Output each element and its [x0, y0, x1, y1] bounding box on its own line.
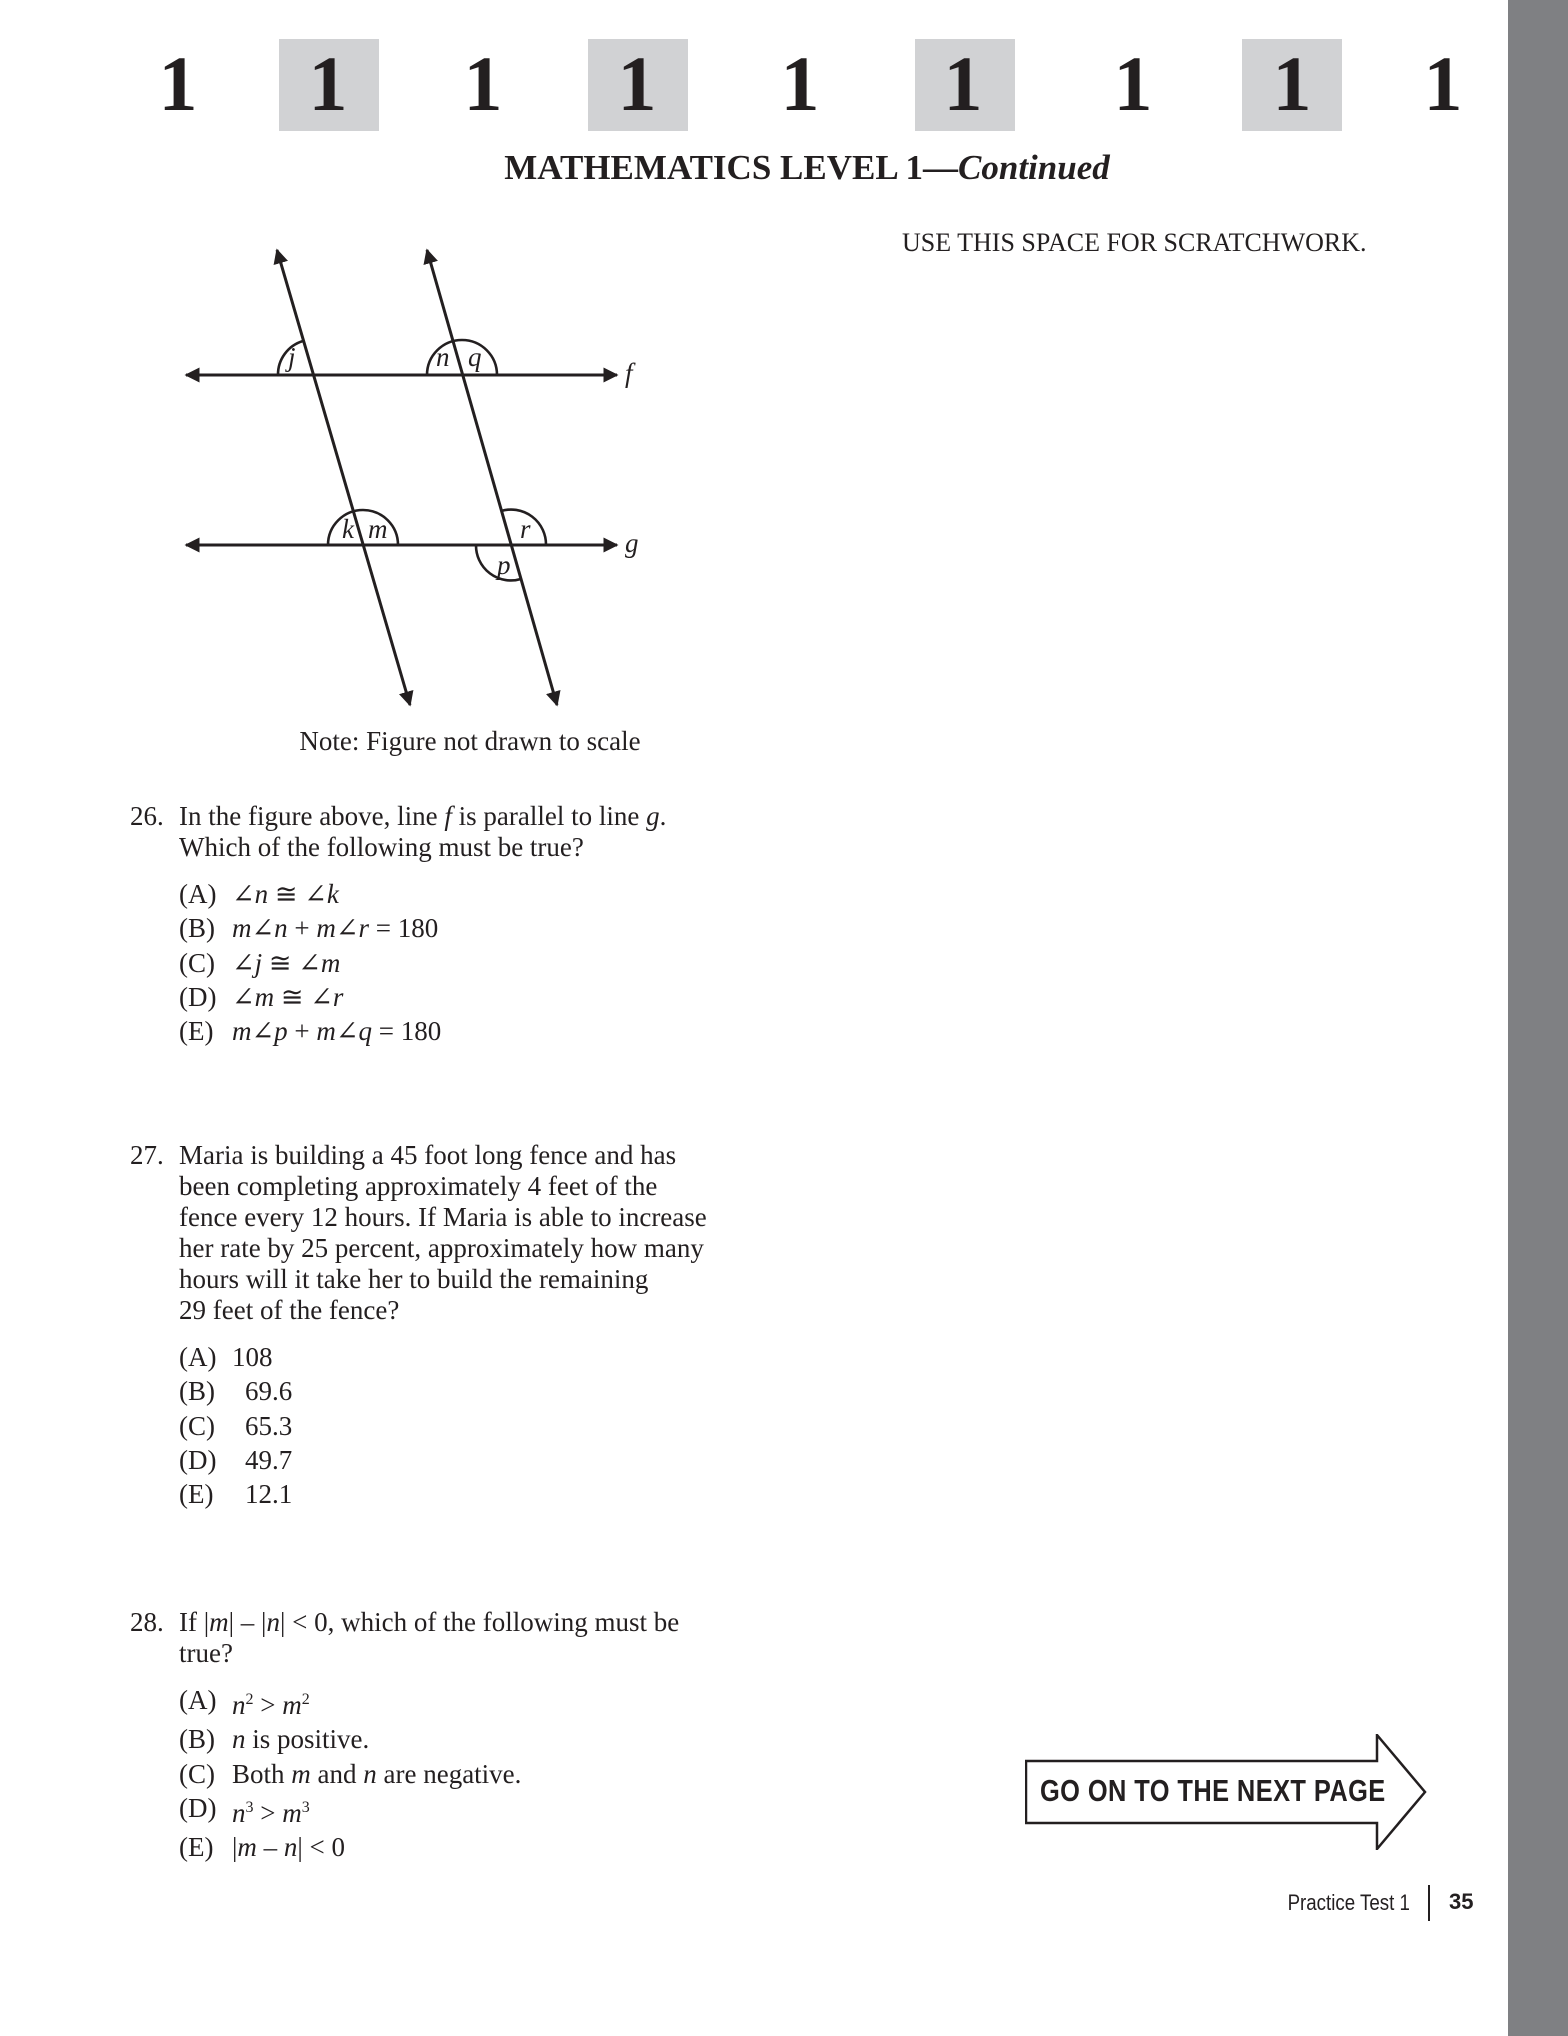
text-line: [245, 1409, 292, 1443]
text-segment: –: [256, 1832, 284, 1863]
math-variable: j: [254, 947, 263, 978]
math-variable: n: [254, 879, 269, 909]
label-q: q: [468, 342, 482, 372]
text-line: [232, 1722, 369, 1756]
text-segment: fence every 12 hours. If Maria is able to increase: [179, 1202, 707, 1232]
text-line: [179, 1264, 707, 1295]
choice-label: (B): [179, 913, 215, 944]
section-digit: 1: [308, 40, 348, 127]
text-line: [179, 1638, 679, 1669]
math-variable: m: [316, 913, 336, 944]
section-digit: 1: [1113, 40, 1153, 127]
title-main: MATHEMATICS LEVEL 1—: [504, 148, 959, 187]
choice-label: (E): [179, 1016, 214, 1047]
next-page-label: GO ON TO THE NEXT PAGE: [1040, 1773, 1386, 1808]
text-line: [179, 801, 666, 832]
answer-choice-a[interactable]: [179, 1340, 707, 1374]
text-segment: ∠: [232, 879, 255, 909]
choice-text: [232, 946, 340, 980]
answer-choice-e[interactable]: [179, 1477, 707, 1511]
text-segment: ≅ ∠: [268, 879, 327, 909]
section-digit: 1: [158, 40, 198, 127]
answer-choice-b[interactable]: [179, 1722, 679, 1756]
answer-choice-e[interactable]: [179, 1830, 679, 1864]
text-line: [179, 1295, 707, 1326]
math-variable: g: [646, 801, 660, 831]
answer-choice-d[interactable]: [179, 1791, 679, 1830]
answer-choices: [179, 1683, 679, 1864]
text-segment: ≅ ∠: [274, 981, 333, 1012]
math-variable: m: [291, 1758, 311, 1789]
math-variable: k: [326, 879, 339, 909]
question-number: 26.: [130, 801, 164, 831]
text-line: [245, 1477, 292, 1511]
text-segment: ∠: [251, 913, 275, 944]
choice-label: (B): [179, 1376, 215, 1407]
question-number: 28.: [130, 1607, 164, 1637]
math-variable: n: [232, 1690, 246, 1720]
question-stem: [179, 801, 666, 863]
choice-label: (C): [179, 1410, 215, 1441]
page-edge-bar: [1508, 0, 1568, 2036]
choice-text: [232, 980, 343, 1014]
section-digit: 1: [780, 40, 820, 127]
text-segment: ∠: [335, 913, 359, 944]
choice-text: [232, 1443, 292, 1477]
math-variable: m: [316, 1016, 336, 1047]
page-number: 35: [1449, 1889, 1474, 1914]
section-digit: 1: [1272, 40, 1312, 127]
text-line: [232, 1830, 345, 1864]
footer-test-label: Practice Test 1: [1287, 1890, 1410, 1915]
text-line: [179, 1607, 679, 1638]
math-variable: f: [444, 801, 452, 831]
text-segment: 29 feet of the fence?: [179, 1295, 400, 1325]
text-line: [232, 911, 438, 945]
text-line: [232, 877, 339, 911]
question-number: 27.: [130, 1140, 164, 1170]
exponent: 2: [301, 1691, 310, 1708]
text-line: [232, 1014, 441, 1048]
angle-arc-km: [328, 510, 398, 545]
text-line: [232, 980, 343, 1014]
text-segment: is positive.: [245, 1724, 370, 1755]
answer-choice-a[interactable]: [179, 1683, 679, 1722]
math-variable: m: [237, 1832, 257, 1863]
choice-text: [232, 1722, 369, 1756]
text-segment: ∠: [335, 1016, 359, 1047]
choice-label: (E): [179, 1832, 214, 1863]
question-28: [130, 1607, 679, 1864]
choice-text: [232, 911, 438, 945]
math-variable: m: [282, 1797, 302, 1828]
choice-text: [232, 1830, 345, 1864]
choice-label: (B): [179, 1724, 215, 1755]
text-line: [179, 1233, 707, 1264]
exponent: 3: [301, 1798, 310, 1816]
text-segment: ∠: [232, 947, 255, 978]
answer-choice-b[interactable]: [179, 1374, 707, 1408]
choice-label: (C): [179, 947, 215, 978]
answer-choice-a[interactable]: [179, 877, 666, 911]
scratchwork-label: USE THIS SPACE FOR SCRATCHWORK.: [902, 228, 1367, 257]
title-continued: Continued: [958, 148, 1110, 187]
choice-text: [232, 1374, 292, 1408]
text-segment: 65.3: [245, 1410, 293, 1441]
answer-choice-c[interactable]: [179, 1409, 707, 1443]
question-stem: [179, 1140, 707, 1326]
text-segment: | < 0: [297, 1832, 346, 1863]
math-variable: n: [266, 1607, 280, 1637]
text-segment: In the figure above, line: [179, 801, 445, 831]
text-line: [232, 1757, 521, 1791]
choice-label: (D): [179, 981, 217, 1012]
text-segment: = 180: [369, 913, 439, 944]
choice-text: [232, 1014, 441, 1048]
text-segment: If |: [179, 1607, 210, 1637]
math-variable: n: [232, 1797, 246, 1828]
text-segment: >: [253, 1797, 283, 1828]
choice-text: [232, 1409, 292, 1443]
text-segment: true?: [179, 1638, 233, 1668]
text-segment: = 180: [371, 1016, 442, 1047]
text-line: [232, 1340, 273, 1374]
answer-choice-c[interactable]: [179, 946, 666, 980]
choice-text: [232, 1757, 521, 1791]
section-digit: 1: [943, 40, 983, 127]
text-segment: ∠: [251, 1016, 275, 1047]
choice-text: [232, 877, 339, 911]
label-f: f: [625, 358, 633, 388]
choice-label: (A): [179, 1342, 217, 1372]
math-variable: q: [358, 1016, 372, 1047]
answer-choice-b[interactable]: [179, 911, 666, 945]
text-line: [179, 1140, 707, 1171]
math-variable: r: [358, 913, 369, 944]
choice-label: (E): [179, 1479, 214, 1510]
text-line: [232, 1683, 310, 1722]
angle-figure: [0, 0, 800, 760]
text-segment: >: [253, 1690, 283, 1720]
text-line: [245, 1374, 292, 1408]
math-variable: p: [274, 1016, 288, 1047]
math-variable: n: [274, 913, 288, 944]
choice-text: [232, 1340, 273, 1374]
label-k: k: [342, 514, 354, 544]
math-variable: m: [209, 1607, 229, 1637]
text-line: [245, 1443, 292, 1477]
text-line: [232, 946, 340, 980]
text-segment: | – |: [228, 1607, 267, 1637]
question-26: [130, 801, 666, 1048]
text-segment: 108: [232, 1342, 273, 1372]
text-segment: | < 0, which of the following must be: [279, 1607, 680, 1637]
choice-text: [232, 1683, 310, 1722]
text-segment: 69.6: [245, 1376, 293, 1407]
choice-label: (D): [179, 1792, 217, 1823]
text-segment: 49.7: [245, 1444, 293, 1475]
text-segment: |: [232, 1832, 238, 1863]
text-segment: hours will it take her to build the remaining: [179, 1264, 649, 1294]
choice-text: [232, 1477, 292, 1511]
choice-label: (C): [179, 1758, 215, 1789]
text-line: [179, 1171, 707, 1202]
math-variable: n: [363, 1758, 377, 1789]
label-r: r: [520, 514, 531, 544]
choice-label: (A): [179, 879, 217, 909]
math-variable: m: [282, 1690, 302, 1720]
math-variable: m: [232, 1016, 252, 1047]
math-variable: r: [332, 981, 344, 1012]
text-segment: 12.1: [245, 1479, 293, 1510]
answer-choice-d[interactable]: [179, 1443, 707, 1477]
text-line: [179, 1202, 707, 1233]
text-segment: been completing approximately 4 feet of the: [179, 1171, 658, 1201]
text-segment: Which of the following must be true?: [179, 832, 584, 862]
answer-choice-e[interactable]: [179, 1014, 666, 1048]
exponent: 3: [245, 1798, 254, 1816]
text-line: [232, 1791, 310, 1830]
answer-choice-d[interactable]: [179, 980, 666, 1014]
text-segment: is parallel to line: [451, 801, 647, 831]
choice-label: (D): [179, 1444, 217, 1475]
label-m: m: [368, 514, 388, 544]
text-line: [179, 832, 666, 863]
label-n: n: [436, 342, 450, 372]
text-segment: are negative.: [376, 1758, 522, 1789]
text-segment: +: [287, 913, 317, 944]
question-stem: [179, 1607, 679, 1669]
text-segment: her rate by 25 percent, approximately how many: [179, 1233, 704, 1263]
math-variable: m: [320, 947, 341, 978]
label-j: j: [288, 342, 296, 372]
section-digit: 1: [617, 40, 657, 127]
math-variable: n: [283, 1832, 298, 1863]
text-segment: ≅ ∠: [262, 947, 321, 978]
footer-divider: [1428, 1885, 1430, 1921]
text-segment: .: [659, 801, 667, 831]
question-27: [130, 1140, 707, 1511]
label-g: g: [625, 528, 639, 558]
figure-note: Note: Figure not drawn to scale: [299, 726, 641, 756]
math-variable: n: [232, 1724, 246, 1755]
text-segment: Both: [232, 1758, 292, 1789]
math-variable: m: [232, 913, 252, 944]
text-segment: ∠: [232, 981, 255, 1012]
section-digit: 1: [1423, 40, 1463, 127]
label-p: p: [497, 550, 511, 580]
text-segment: +: [287, 1016, 317, 1047]
choice-label: (A): [179, 1685, 217, 1715]
exponent: 2: [245, 1691, 254, 1708]
choice-text: [232, 1791, 310, 1830]
math-variable: m: [254, 981, 275, 1012]
answer-choice-c[interactable]: [179, 1757, 679, 1791]
text-segment: Maria is building a 45 foot long fence and has: [179, 1140, 677, 1170]
section-digit: 1: [463, 40, 503, 127]
answer-choices: [179, 1340, 707, 1511]
answer-choices: [179, 877, 666, 1048]
text-segment: and: [310, 1758, 364, 1789]
